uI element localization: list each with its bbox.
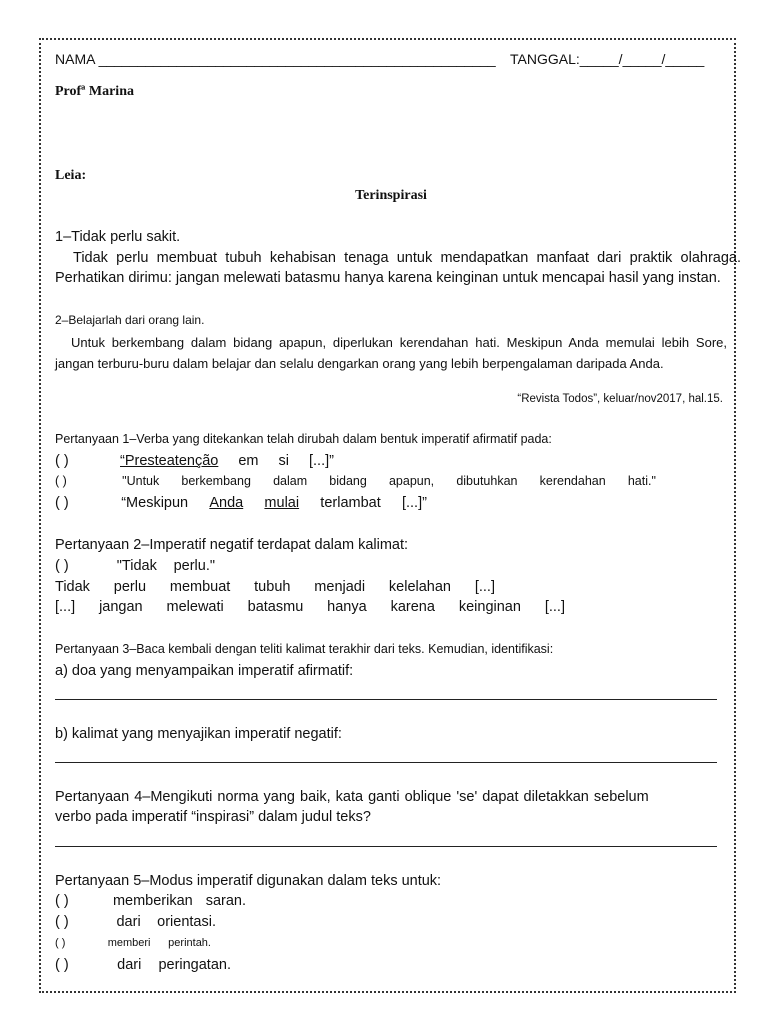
q3-answer-line-a[interactable] [55,699,717,700]
text-title: Terinspirasi [355,188,427,203]
q3-part-b: b) kalimat yang menyajikan imperatif negatif: [55,726,342,742]
q5-option-d[interactable]: ( ) dari peringatan. [55,957,231,973]
item1-title: 1–Tidak perlu sakit. [55,229,181,245]
page-border [39,38,736,993]
date-field-label[interactable]: TANGGAL:_____/_____/_____ [510,51,705,67]
item2-body: Untuk berkembang dalam bidang apapun, diperlukan kerendahan hati. Meskipun Anda memulai lebih Sore, jangan terburu-buru dalam belajar dan selalu dengarkan orang yang lebih berpengalaman daripada Anda. [55,335,727,371]
q3-answer-line-b[interactable] [55,762,717,763]
q3-part-a: a) doa yang menyampaikan imperatif afirmatif: [55,663,354,679]
q1-option-b[interactable]: ( ) "Untuk berkembang dalam bidang apapun, dibutuhkan kerendahan hati." [55,474,656,488]
item1-body: Tidak perlu membuat tubuh kehabisan tenaga untuk mendapatkan manfaat dari praktik olahraga. Perhatikan dirimu: jangan melewati batasmu hanya karena keinginan untuk mencapai hasil yang instan. [55,250,741,286]
q2-prompt: Pertanyaan 2–Imperatif negatif terdapat dalam kalimat: [55,537,409,553]
q5-option-c[interactable]: ( ) memberi perintah. [55,937,211,949]
name-field-label[interactable]: NAMA ___________________________________________________ [55,51,496,67]
q1-prompt: Pertanyaan 1–Verba yang ditekankan telah dirubah dalam bentuk imperatif afirmatif pada: [55,432,552,446]
q4-line-2: verbo pada imperatif “inspirasi” dalam judul teks? [55,809,371,825]
q1-option-c[interactable]: ( ) “Meskipun Anda mulai terlambat [...]” [55,495,427,511]
q4-answer-line[interactable] [55,846,717,847]
q2-option-b[interactable]: Tidak perlu membuat tubuh menjadi kelelahan [...] [55,579,495,595]
reading-instruction: Leia: [55,168,87,183]
q2-option-a[interactable]: ( ) "Tidak perlu." [55,558,215,574]
item2-title: 2–Belajarlah dari orang lain. [55,313,205,327]
q4-line-1: Pertanyaan 4–Mengikuti norma yang baik, kata ganti oblique 'se' dapat diletakkan sebelum [55,789,649,805]
q2-option-c[interactable]: [...] jangan melewati batasmu hanya karena keinginan [...] [55,599,565,615]
q5-prompt: Pertanyaan 5–Modus imperatif digunakan dalam teks untuk: [55,873,442,889]
q3-prompt: Pertanyaan 3–Baca kembali dengan teliti kalimat terakhir dari teks. Kemudian, identifikasi: [55,642,554,656]
q1-option-a[interactable]: ( ) “Presteatenção em si [...]” [55,453,334,469]
text-source: “Revista Todos”, keluar/nov2017, hal.15. [517,393,723,405]
q5-option-b[interactable]: ( ) dari orientasi. [55,914,216,930]
q5-option-a[interactable]: ( ) memberikan saran. [55,893,246,909]
teacher-name: Profª Marina [55,84,134,99]
